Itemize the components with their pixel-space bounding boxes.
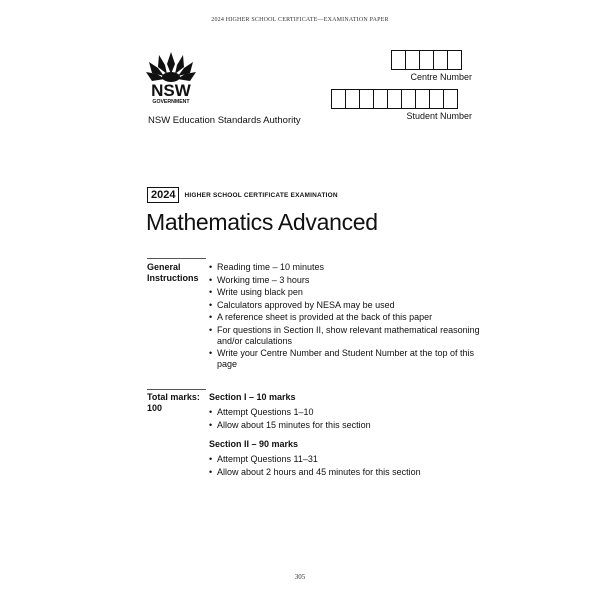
section-2-heading: Section II – 90 marks: [209, 439, 299, 449]
student-number-boxes[interactable]: [332, 89, 458, 109]
centre-number-boxes[interactable]: [392, 50, 462, 70]
digit-box[interactable]: [429, 89, 444, 109]
list-item: • Calculators approved by NESA may be used: [209, 300, 489, 311]
section-1-list: [209, 407, 371, 432]
divider: [147, 258, 206, 259]
digit-box[interactable]: [387, 89, 402, 109]
digit-box[interactable]: [447, 50, 462, 70]
general-instructions-label: General Instructions: [147, 262, 199, 283]
digit-box[interactable]: [405, 50, 420, 70]
list-item: • Write your Centre Number and Student Number at the top of this page: [209, 348, 489, 370]
svg-text:GOVERNMENT: GOVERNMENT: [152, 99, 190, 105]
digit-box[interactable]: [373, 89, 388, 109]
student-number-label: Student Number: [406, 111, 472, 121]
waratah-icon: [143, 50, 199, 106]
svg-text:NSW: NSW: [151, 81, 191, 100]
list-item: • Allow about 2 hours and 45 minutes for this section: [209, 467, 421, 478]
exam-title: HIGHER SCHOOL CERTIFICATE EXAMINATION: [184, 191, 338, 199]
subject-title: Mathematics Advanced: [146, 209, 378, 235]
list-item: • Attempt Questions 11–31: [209, 454, 421, 465]
general-instructions-list: [209, 262, 489, 372]
list-item: • Working time – 3 hours: [209, 275, 489, 286]
list-item: • Reading time – 10 minutes: [209, 262, 489, 273]
section-1-heading: Section I – 10 marks: [209, 392, 296, 402]
digit-box[interactable]: [401, 89, 416, 109]
list-item: • Allow about 15 minutes for this section: [209, 420, 371, 431]
page-number: 305: [294, 573, 306, 581]
exam-year: 2024: [147, 187, 179, 203]
digit-box[interactable]: [331, 89, 346, 109]
nsw-government-logo: [143, 50, 199, 106]
digit-box[interactable]: [391, 50, 406, 70]
digit-box[interactable]: [359, 89, 374, 109]
digit-box[interactable]: [345, 89, 360, 109]
total-marks-label: Total marks:: [147, 392, 200, 402]
running-header: 2024 HIGHER SCHOOL CERTIFICATE—EXAMINATION PAPER: [211, 17, 389, 23]
list-item: • For questions in Section II, show relevant mathematical reasoning and/or calculations: [209, 325, 489, 347]
divider: [147, 389, 206, 390]
exam-line: [147, 187, 338, 203]
list-item: • Attempt Questions 1–10: [209, 407, 371, 418]
centre-number-label: Centre Number: [410, 72, 472, 82]
digit-box[interactable]: [443, 89, 458, 109]
digit-box[interactable]: [419, 50, 434, 70]
section-2-list: [209, 454, 421, 479]
list-item: • A reference sheet is provided at the back of this paper: [209, 312, 489, 323]
total-marks-value: 100: [147, 403, 163, 413]
digit-box[interactable]: [433, 50, 448, 70]
list-item: • Write using black pen: [209, 287, 489, 298]
authority-name: NSW Education Standards Authority: [148, 115, 301, 126]
digit-box[interactable]: [415, 89, 430, 109]
